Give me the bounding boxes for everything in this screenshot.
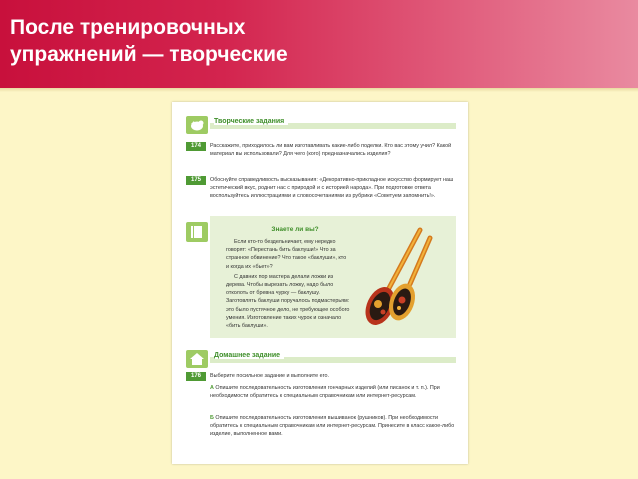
option-letter: А (210, 385, 214, 391)
creative-section-title: Творческие задания (214, 118, 288, 125)
task-number: 174 (186, 142, 206, 151)
homework-section-title: Домашнее задание (214, 352, 284, 359)
option-text: Опишите последовательность изготовления вышиванок (рушников). При необходимости обратитесь к специальным справочникам или интернет-ресурсам. Принесите в класс какое-либо изделие, выполненное вами. (210, 415, 455, 438)
task-text: Расскажите, приходилось ли вам изготавливать какие-либо поделки. Кто вас этому учил? Какой материал вы использовали? Для чего (кого) предназначались изделия? (210, 143, 452, 158)
textbook-page-image (172, 102, 468, 464)
homework-option-b (210, 414, 456, 439)
task-text: Обоснуйте справедливость высказывания: «Декоративно-прикладное искусство формирует наш эстетический вкус, роднит нас с природой и с историей народа». При подготовке ответа воспользуйтесь иллюстрациями и словосочетаниями из рубрики «Советуем запомнить!». (210, 177, 454, 200)
did-you-know-paragraph-2: С давних пор мастера делали ложки из дерева. Чтобы вырезать ложку, надо было отколоть от бревна чурку — баклушу. Заготовлять баклуши поручалось подмастерьям: это было пустячное дело, не требующее особого умения. Изготовление таких чурок и означало «бить баклуши». (226, 273, 350, 330)
book-icon (186, 222, 208, 242)
option-letter: Б (210, 415, 214, 421)
header-divider (0, 88, 638, 92)
did-you-know-paragraph-1: Если кто-то бездельничает, ему нередко говорят: «Перестань бить баклуши!» Что за странное обвинение? Что такое «баклуши», кто и когда их «бьет»? (226, 239, 347, 270)
option-text: Опишите последовательность изготовления гончарных изделий (или писанок и т. п.). При необходимости обратитесь к специальным справочникам или интернет-ресурсам. (210, 385, 440, 400)
slide-title (10, 14, 430, 68)
task-number: 175 (186, 176, 206, 185)
creative-section-header (186, 116, 456, 134)
khokhloma-spoons-illustration (358, 224, 438, 336)
task-text: Выберите посильное задание и выполните его. (210, 373, 329, 379)
task-number: 176 (186, 372, 206, 381)
slide-title-line1: После тренировочных (10, 16, 246, 39)
homework-section-header (186, 350, 456, 368)
homework-option-a (210, 384, 456, 400)
bird-icon (186, 116, 208, 134)
did-you-know-box (186, 216, 456, 338)
slide-title-line2: упражнений — творческие (10, 43, 288, 66)
did-you-know-title: Знаете ли вы? (271, 226, 319, 233)
slide-header (0, 0, 638, 88)
house-icon (186, 350, 208, 368)
did-you-know-text (226, 238, 350, 330)
